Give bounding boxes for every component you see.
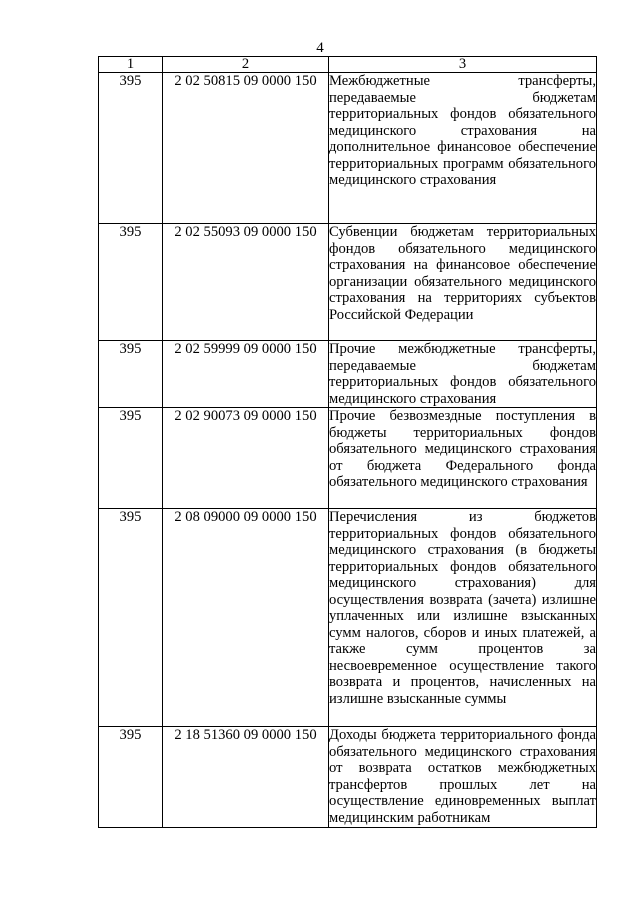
revenue-classification-table [98, 56, 597, 828]
column-number-2: 2 [163, 57, 329, 73]
revenue-name-cell: Субвенции бюджетам территориальных фондов обязательного медицинского страхования на финансовое обеспечение организации обязательного медицинского страхования на территориях субъектов Российской Федерации [329, 224, 597, 341]
chapter-code-cell: 395 [99, 73, 163, 224]
column-number-3: 3 [329, 57, 597, 73]
budget-classification-code-cell: 2 18 51360 09 0000 150 [163, 727, 329, 828]
chapter-code-cell: 395 [99, 408, 163, 509]
budget-classification-code-cell: 2 02 55093 09 0000 150 [163, 224, 329, 341]
revenue-name-cell: Межбюджетные трансферты, передаваемые бюджетам территориальных фондов обязательного медицинского страхования на дополнительное финансовое обеспечение территориальных программ обязательного медицинского страхования [329, 73, 597, 224]
chapter-code-cell: 395 [99, 224, 163, 341]
table-row [99, 224, 597, 341]
table-row [99, 727, 597, 828]
table-row [99, 341, 597, 408]
table-row [99, 509, 597, 727]
revenue-name-cell: Доходы бюджета территориального фонда обязательного медицинского страхования от возврата остатков межбюджетных трансфертов прошлых лет на осуществление единовременных выплат медицинским работникам [329, 727, 596, 826]
budget-classification-code-cell: 2 02 59999 09 0000 150 [163, 341, 329, 408]
table-row [99, 73, 597, 224]
revenue-name-cell: Прочие межбюджетные трансферты, передаваемые бюджетам территориальных фондов обязательного медицинского страхования [329, 341, 596, 407]
column-number-1: 1 [99, 57, 163, 73]
column-number-row [99, 57, 597, 73]
chapter-code-cell: 395 [99, 727, 163, 828]
budget-classification-code-cell: 2 02 90073 09 0000 150 [163, 408, 329, 509]
table-row [99, 408, 597, 509]
page-number: 4 [316, 40, 324, 56]
chapter-code-cell: 395 [99, 341, 163, 408]
revenue-name-cell: Прочие безвозмездные поступления в бюджеты территориальных фондов обязательного медицинского страхования от бюджета Федерального фонда обязательного медицинского страхования [329, 408, 597, 509]
budget-classification-code-cell: 2 08 09000 09 0000 150 [163, 509, 329, 727]
revenue-name-cell: Перечисления из бюджетов территориальных фондов обязательного медицинского страхования (в бюджеты территориальных фондов обязательного медицинского страхования) для осуществления возврата (зачета) излишне уплаченных или излишне взысканных сумм налогов, сборов и иных платежей, а также сумм процентов за несвоевременное осуществление такого возврата и процентов, начисленных на излишне взысканные суммы [329, 509, 597, 727]
chapter-code-cell: 395 [99, 509, 163, 727]
budget-classification-code-cell: 2 02 50815 09 0000 150 [163, 73, 329, 224]
